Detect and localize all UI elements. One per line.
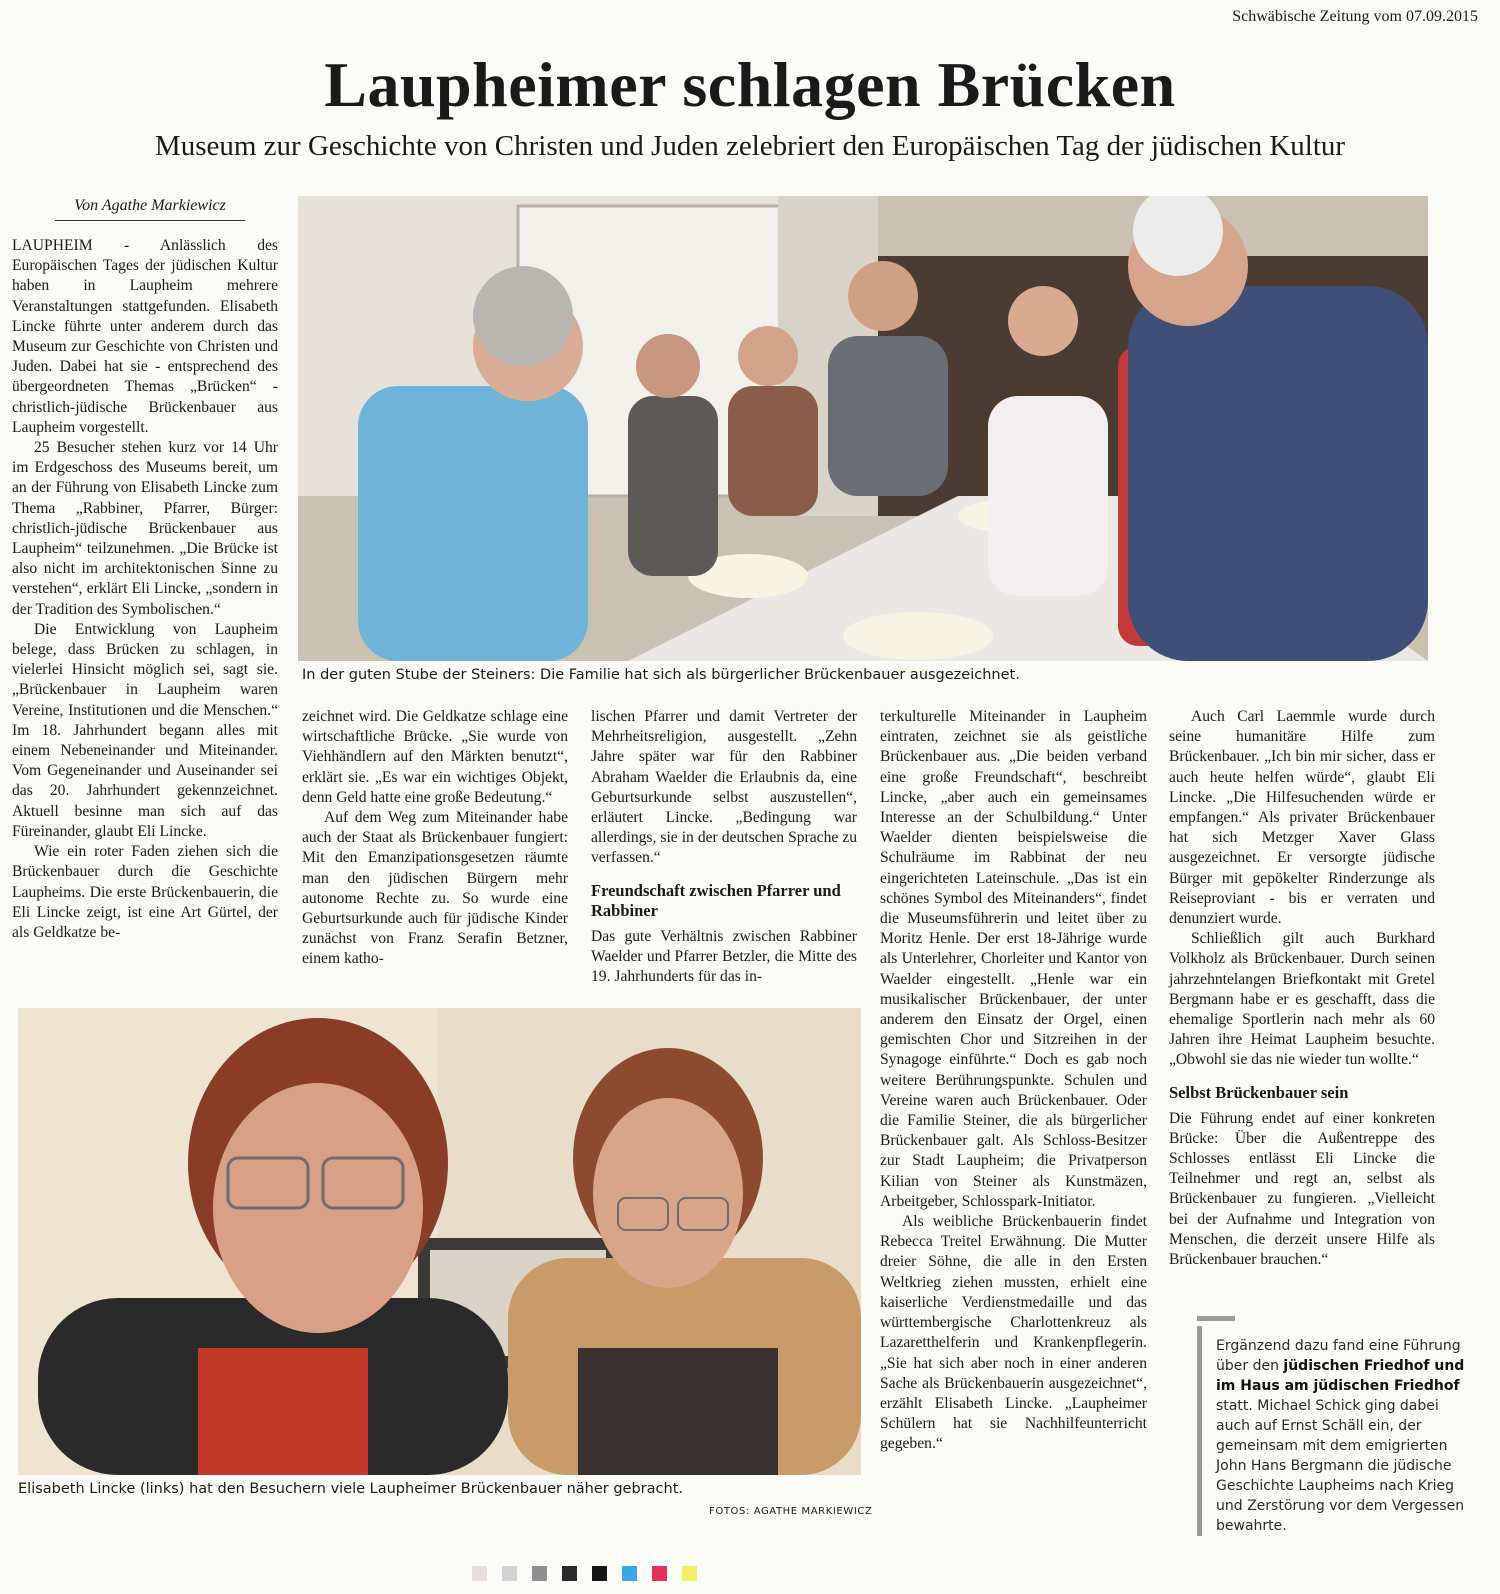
- color-swatch: [592, 1566, 607, 1581]
- section-heading: Selbst Brückenbauer sein: [1169, 1082, 1349, 1102]
- color-swatch: [682, 1566, 697, 1581]
- color-swatch: [652, 1566, 667, 1581]
- article-column-2: [302, 707, 568, 970]
- paragraph: 25 Besucher stehen kurz vor 14 Uhr im Erdgeschoss des Museums bereit, um an der Führung von Elisabeth Lincke zum Thema „Rabbiner, Pfarrer, Bürger: christlich-jüdische Brückenbauer aus Laupheim“ teilzunehmen. „Die Brücke ist also nicht im architektonischen Sinne zu verstehen“, erklärt Eli Lincke, „sondern in der Tradition des Symbolischen.“: [12, 439, 278, 618]
- paragraph: zeichnet wird. Die Geldkatze schlage eine wirtschaftliche Brücke. „Sie wurde von Viehhändlern auf den Märkten benutzt“, erklärt sie. „Es war ein wichtiges Objekt, denn Geld hatte eine große Bedeutung.“: [302, 708, 568, 806]
- paragraph: Als weibliche Brückenbauerin findet Rebecca Treitel Erwähnung. Die Mutter dreier Söhne, die alle in den Ersten Weltkrieg ziehen mussten, erhielt eine kaiserliche Verdienstmedaille und das württembergische Charlottenkreuz als Lazaretthelferin und Krankenpflegerin. „Sie hat sich aber noch in einer anderen Sache als Brückenbauerin ausgezeichnet“, erzählt Elisabeth Lincke. „Laupheimer Schülern hat sie Nachhilfeunterricht gegeben.“: [880, 1213, 1147, 1453]
- headline: Laupheimer schlagen Brücken: [324, 49, 1176, 120]
- info-box-text-end: statt. Michael Schick ging dabei auch auf Ernst Schäll ein, der gemeinsam mit dem emigrierten John Hans Bergmann die jüdische Geschichte Laupheims nach Krieg und Zerstörung vor dem Vergessen bewahrte.: [1216, 1398, 1465, 1534]
- color-swatch: [562, 1566, 577, 1581]
- paragraph: Das gute Verhältnis zwischen Rabbiner Waelder und Pfarrer Betzler, die Mitte des 19. Jahrhunderts für das in-: [591, 927, 857, 986]
- paragraph: Die Entwicklung von Laupheim belege, dass Brücken zu schlagen, in vielerlei Hinsicht möglich sei, sagt sie. „Brückenbauer in Laupheim waren Vereine, Institutionen und die Menschen.“ Im 18. Jahrhundert begann alles mit einem Nebeneinander und Miteinander. Vom Gegeneinander und Auseinander sei das 20. Jahrhundert gekennzeichnet. Aktuell besinne man sich auf das Füreinander, glaubt Eli Lincke.: [12, 620, 278, 840]
- color-swatch: [532, 1566, 547, 1581]
- info-box: [1197, 1326, 1467, 1536]
- paragraph: terkulturelle Miteinander in Laupheim eintraten, zeichnet sie als geistliche Brückenbauer aus. „Die beiden verband eine große Freundschaft“, beschreibt Lincke, „aber auch ein gemeinsames Interesse an der Schulbildung.“ Unter Waelder dienten beispielsweise die Schulräume im Rabbinat der neu eingerichteten Lateinschule. „Das ist ein schönes Symbol des Miteinanders“, findet die Museumsführerin und leitet über zu Moritz Henle. Der erst 18-Jährige wurde als Unterlehrer, Chorleiter und Kantor von Waelder eingestellt. „Henle war ein musikalischer Brückenbauer, der unter anderem den Einsatz der Orgel, einen gemischten Chor und Sitzreihen in der Synagoge einführte.“ Doch es gab noch weitere Berührungspunkte. Schulen und Vereine waren auch Brückenbauer. Oder die Familie Steiner, die als bürgerlicher Brückenbauer galt. Als Schloss-Besitzer zur Stadt Laupheim; die Privatperson Kilian von Steiner als Kunstmäzen, Arbeitgeber, Schlosspark-Initiator.: [880, 708, 1147, 1210]
- section-heading: Freundschaft zwischen Pfarrer und Rabbiner: [591, 880, 841, 920]
- paragraph: Auf dem Weg zum Miteinander habe auch der Staat als Brückenbauer fungiert: Mit den Emanzipationsgesetzen räumte man den jüdischen Bürgern mehr autonome Rechte zu. So wurde eine Geburtsurkunde auch für jüdische Kinder zunächst von Franz Serafin Betzner, einem katho-: [302, 809, 568, 968]
- paragraph: Wie ein roter Faden ziehen sich die Brückenbauer durch die Geschichte Laupheims. Die erste Brückenbauerin, die Eli Lincke zeigt, ist eine Art Gürtel, der als Geldkatze be-: [12, 843, 278, 941]
- color-swatch: [502, 1566, 517, 1581]
- photo-caption-top: In der guten Stube der Steiners: Die Familie hat sich als bürgerlicher Brückenbauer ausgezeichnet.: [302, 667, 1020, 683]
- info-box-highlight: jüdischen Friedhof und im Haus am jüdischen Friedhof: [1216, 1358, 1465, 1394]
- article-column-5: [1169, 707, 1435, 1270]
- article-column-4: [880, 707, 1147, 1455]
- paragraph: Die Führung endet auf einer konkreten Brücke: Über die Außentreppe des Schlosses entlässt Eli Lincke die Teilnehmer und regt an, selbst als Brückenbauer zu fungieren. „Vielleicht bei der Aufnahme und Integration von Menschen, die derzeit unsere Hilfe als Brückenbauer brauchen.“: [1169, 1109, 1435, 1269]
- print-color-swatches: [472, 1566, 697, 1581]
- paragraph: Auch Carl Laemmle wurde durch seine humanitäre Hilfe zum Brückenbauer. „Ich bin mir sicher, dass er auch heute helfen würde“, glaubt Eli Lincke. „Die Hilfesuchenden würde er empfangen.“ Als privater Brückenbauer hat sich Metzger Xaver Glass ausgezeichnet. Er versorgte jüdische Bürger mit gepökelter Rinderzunge als Reiseproviant - bis er verraten und denunziert wurde.: [1169, 708, 1435, 928]
- photo-museum-tour: [298, 196, 1428, 661]
- photo-credit: FOTOS: AGATHE MARKIEWICZ: [709, 1506, 873, 1517]
- byline: Von Agathe Markiewicz: [55, 197, 245, 221]
- photo-elisabeth-lincke-illustration: [18, 1008, 861, 1475]
- article-column-3: [591, 707, 857, 987]
- info-box-text-start: Ergänzend dazu fand eine Führung über den: [1216, 1338, 1461, 1374]
- color-swatch: [622, 1566, 637, 1581]
- photo-elisabeth-lincke: [18, 1008, 861, 1475]
- paragraph: LAUPHEIM - Anlässlich des Europäischen Tages der jüdischen Kultur haben in Laupheim mehrere Veranstaltungen stattgefunden. Elisabeth Lincke führte unter anderem durch das Museum zur Geschichte von Christen und Juden. Dabei hat sie - entsprechend des übergeordneten Themas „Brücken“ - christlich-jüdische Brückenbauer aus Laupheim vorgestellt.: [12, 237, 278, 436]
- color-swatch: [472, 1566, 487, 1581]
- photo-museum-tour-illustration: [298, 196, 1428, 661]
- article-column-1: [12, 236, 278, 943]
- subheadline: Museum zur Geschichte von Christen und Juden zelebriert den Europäischen Tag der jüdischen Kultur: [154, 130, 1346, 162]
- photo-caption-bottom: Elisabeth Lincke (links) hat den Besuchern viele Laupheimer Brückenbauer näher gebracht.: [18, 1481, 683, 1497]
- newspaper-source: Schwäbische Zeitung vom 07.09.2015: [1232, 8, 1478, 25]
- paragraph: Schließlich gilt auch Burkhard Volkholz als Brückenbauer. Durch seinen jahrzehntelangen Briefkontakt mit Gretel Bergmann habe er es geschafft, dass die ehemalige Sportlerin nach mehr als 60 Jahren ihre Heimat Laupheim besuchte. „Obwohl sie das nie wieder tun wollte.“: [1169, 930, 1435, 1069]
- paragraph: lischen Pfarrer und damit Vertreter der Mehrheitsreligion, ausgestellt. „Zehn Jahre später war für den Rabbiner Abraham Waelder die Erlaubnis da, eine Geburtsurkunde selbst auszustellen“, erläutert Lincke. „Bedingung war allerdings, sie in der deutschen Sprache zu verfassen.“: [591, 708, 857, 867]
